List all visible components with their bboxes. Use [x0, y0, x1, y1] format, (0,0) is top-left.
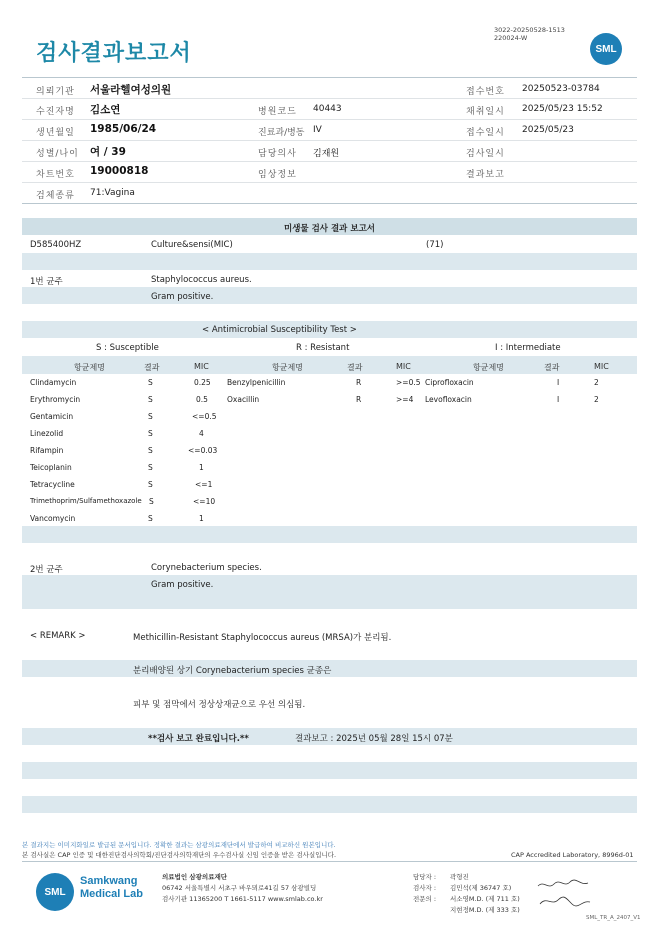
legend-resistant: R : Resistant	[296, 343, 350, 353]
signatures	[536, 876, 596, 910]
ast-title: < Antimicrobial Susceptibility Test >	[202, 325, 357, 335]
remark-label: < REMARK >	[30, 631, 86, 641]
ast-result: S	[148, 463, 153, 472]
ast-drug: Gentamicin	[30, 412, 74, 421]
ast-result: S	[148, 412, 153, 421]
ast-drug: Rifampin	[30, 446, 64, 455]
brand-name: Samkwang Medical Lab	[80, 875, 143, 900]
cap-accreditation: CAP Accredited Laboratory, 8996d-01	[511, 851, 634, 859]
ast-mic: 2	[594, 378, 599, 387]
ast-drug: Trimethoprim/Sulfamethoxazole	[30, 497, 142, 505]
ast-drug: Oxacillin	[227, 395, 260, 404]
col-drug-header: 항균제명	[473, 363, 504, 372]
ast-drug: Linezolid	[30, 429, 64, 438]
ast-result: S	[148, 514, 153, 523]
org-address: 06742 서울특별시 서초구 바우뫼로41길 57 삼광빌딩	[162, 884, 317, 892]
specialist-label: 전문의 :	[413, 895, 437, 903]
hospital-code-value: 40443	[313, 104, 342, 114]
ast-result: S	[148, 429, 153, 438]
organism1-gram: Gram positive.	[151, 292, 214, 302]
specimen-value: 71:Vagina	[90, 188, 135, 198]
sex-age-label: 성별/나이	[36, 149, 79, 159]
specialist-1: 서소영M.D. (제 711 호)	[450, 895, 520, 903]
chart-value: 19000818	[90, 165, 149, 177]
samkwang-logo: SML	[36, 873, 74, 911]
ast-mic: >=0.5	[396, 378, 421, 387]
ast-result: R	[356, 378, 362, 387]
doctor-value: 김재원	[313, 149, 340, 159]
organism2-name: Corynebacterium species.	[151, 563, 262, 573]
remark-line-3: 피부 및 점막에서 정상상재균으로 우선 의심됨.	[133, 700, 306, 710]
col-mic-header: MIC	[194, 362, 209, 371]
organism2-label: 2번 균주	[30, 565, 63, 575]
ast-result: I	[557, 395, 560, 404]
dept-value: IV	[313, 125, 322, 135]
ast-mic: 1	[199, 463, 204, 472]
chart-label: 차트번호	[36, 170, 75, 180]
ast-result: I	[557, 378, 560, 387]
doctor-label: 담당의사	[258, 149, 297, 159]
ast-drug: Teicoplanin	[30, 463, 72, 472]
ast-result: R	[356, 395, 362, 404]
notice-line-2: 본 검사실은 CAP 인증 및 대한진단검사의학회/진단검사의학재단의 우수검사실 신임 인증을 받은 검사실입니다.	[22, 851, 337, 859]
collect-date-label: 채취일시	[466, 107, 505, 117]
ast-result: S	[148, 395, 153, 404]
organism2-gram: Gram positive.	[151, 580, 214, 590]
legend-susceptible: S : Susceptible	[96, 343, 159, 353]
test-name: Culture&sensi(MIC)	[151, 240, 233, 250]
col-mic-header: MIC	[396, 362, 411, 371]
hospital-value: 서울라헬여성의원	[90, 84, 172, 96]
collect-date-value: 2025/05/23 15:52	[522, 104, 603, 114]
ast-drug: Levofloxacin	[425, 395, 472, 404]
report-complete-text: **검사 보고 완료입니다.**	[148, 734, 249, 744]
legend-intermediate: I : Intermediate	[495, 343, 561, 353]
ast-result: S	[149, 497, 154, 506]
signature-1	[538, 880, 588, 886]
ast-mic: <=0.03	[188, 446, 218, 455]
organism1-label: 1번 균주	[30, 277, 63, 287]
org-name: 의료법인 삼광의료재단	[162, 873, 228, 881]
ast-mic: <=10	[193, 497, 216, 506]
ast-mic: <=1	[195, 480, 213, 489]
result-report-label: 결과보고	[466, 170, 505, 180]
ast-drug: Tetracycline	[30, 480, 75, 489]
ast-drug: Vancomycin	[30, 514, 76, 523]
hospital-code-label: 병원코드	[258, 107, 297, 117]
col-mic-header: MIC	[594, 362, 609, 371]
specimen-label: 검체종류	[36, 191, 75, 201]
org-contact: 검사기관 11365200 T 1661-5117 www.smlab.co.kr	[162, 895, 323, 903]
section-title: 미생물 검사 결과 보고서	[284, 224, 375, 234]
page-title: 검사결과보고서	[36, 41, 192, 66]
notice-line-1: 본 결과지는 이미지화일로 발급된 문서입니다. 정확한 결과는 삼광의료재단에서 발급하여 비교하신 원본입니다.	[22, 841, 336, 849]
ast-drug: Clindamycin	[30, 378, 77, 387]
responsible-label: 담당자 :	[413, 873, 437, 881]
ast-mic: >=4	[396, 395, 414, 404]
ast-result: S	[148, 480, 153, 489]
responsible-name: 곽형진	[450, 873, 469, 881]
dept-label: 진료과/병동	[258, 128, 305, 138]
tester-label: 검사자 :	[413, 884, 437, 892]
test-code: D585400HZ	[30, 240, 82, 250]
receipt-no-value: 20250523-03784	[522, 84, 600, 94]
col-result-header: 결과	[544, 363, 560, 372]
ast-mic: 0.5	[196, 395, 208, 404]
final-report-time: 결과보고 : 2025년 05월 28일 15시 07분	[295, 734, 453, 744]
ast-drug: Benzylpenicillin	[227, 378, 286, 387]
sml-logo: SML	[590, 33, 622, 65]
hospital-label: 의뢰기관	[36, 87, 75, 97]
ast-mic: 4	[199, 429, 204, 438]
specialist-2: 지현정M.D. (제 333 호)	[450, 906, 520, 914]
test-date-label: 검사일시	[466, 149, 505, 159]
birth-label: 생년월일	[36, 128, 75, 138]
name-label: 수진자명	[36, 107, 75, 117]
receipt-date-label: 접수일시	[466, 128, 505, 138]
col-result-header: 결과	[347, 363, 363, 372]
form-code: SML_TR_A_2407_V1	[586, 915, 641, 921]
ast-drug: Ciprofloxacin	[425, 378, 474, 387]
birth-value: 1985/06/24	[90, 123, 157, 135]
organism1-name: Staphylococcus aureus.	[151, 275, 252, 285]
signature-2	[540, 897, 590, 906]
ast-mic: 2	[594, 395, 599, 404]
test-specimen-code: (71)	[426, 240, 444, 250]
receipt-date-value: 2025/05/23	[522, 125, 574, 135]
col-result-header: 결과	[144, 363, 160, 372]
ast-drug: Erythromycin	[30, 395, 81, 404]
col-drug-header: 항균제명	[272, 363, 303, 372]
receipt-no-label: 접수번호	[466, 87, 505, 97]
ast-result: S	[148, 446, 153, 455]
ast-mic: <=0.5	[192, 412, 217, 421]
ast-mic: 0.25	[194, 378, 211, 387]
remark-line-1: Methicillin-Resistant Staphylococcus aureus (MRSA)가 분리됨.	[133, 633, 392, 643]
clinical-label: 임상정보	[258, 170, 297, 180]
tester-name: 김민석(제 36747 호)	[450, 884, 512, 892]
ast-mic: 1	[199, 514, 204, 523]
ast-result: S	[148, 378, 153, 387]
name-value: 김소연	[90, 104, 121, 116]
col-drug-header: 항균제명	[74, 363, 105, 372]
document-number: 3022-20250528-1513 220024-W	[494, 26, 565, 42]
remark-line-2: 분리배양된 상기 Corynebacterium species 균종은	[133, 666, 332, 676]
sex-age-value: 여 / 39	[90, 146, 126, 158]
